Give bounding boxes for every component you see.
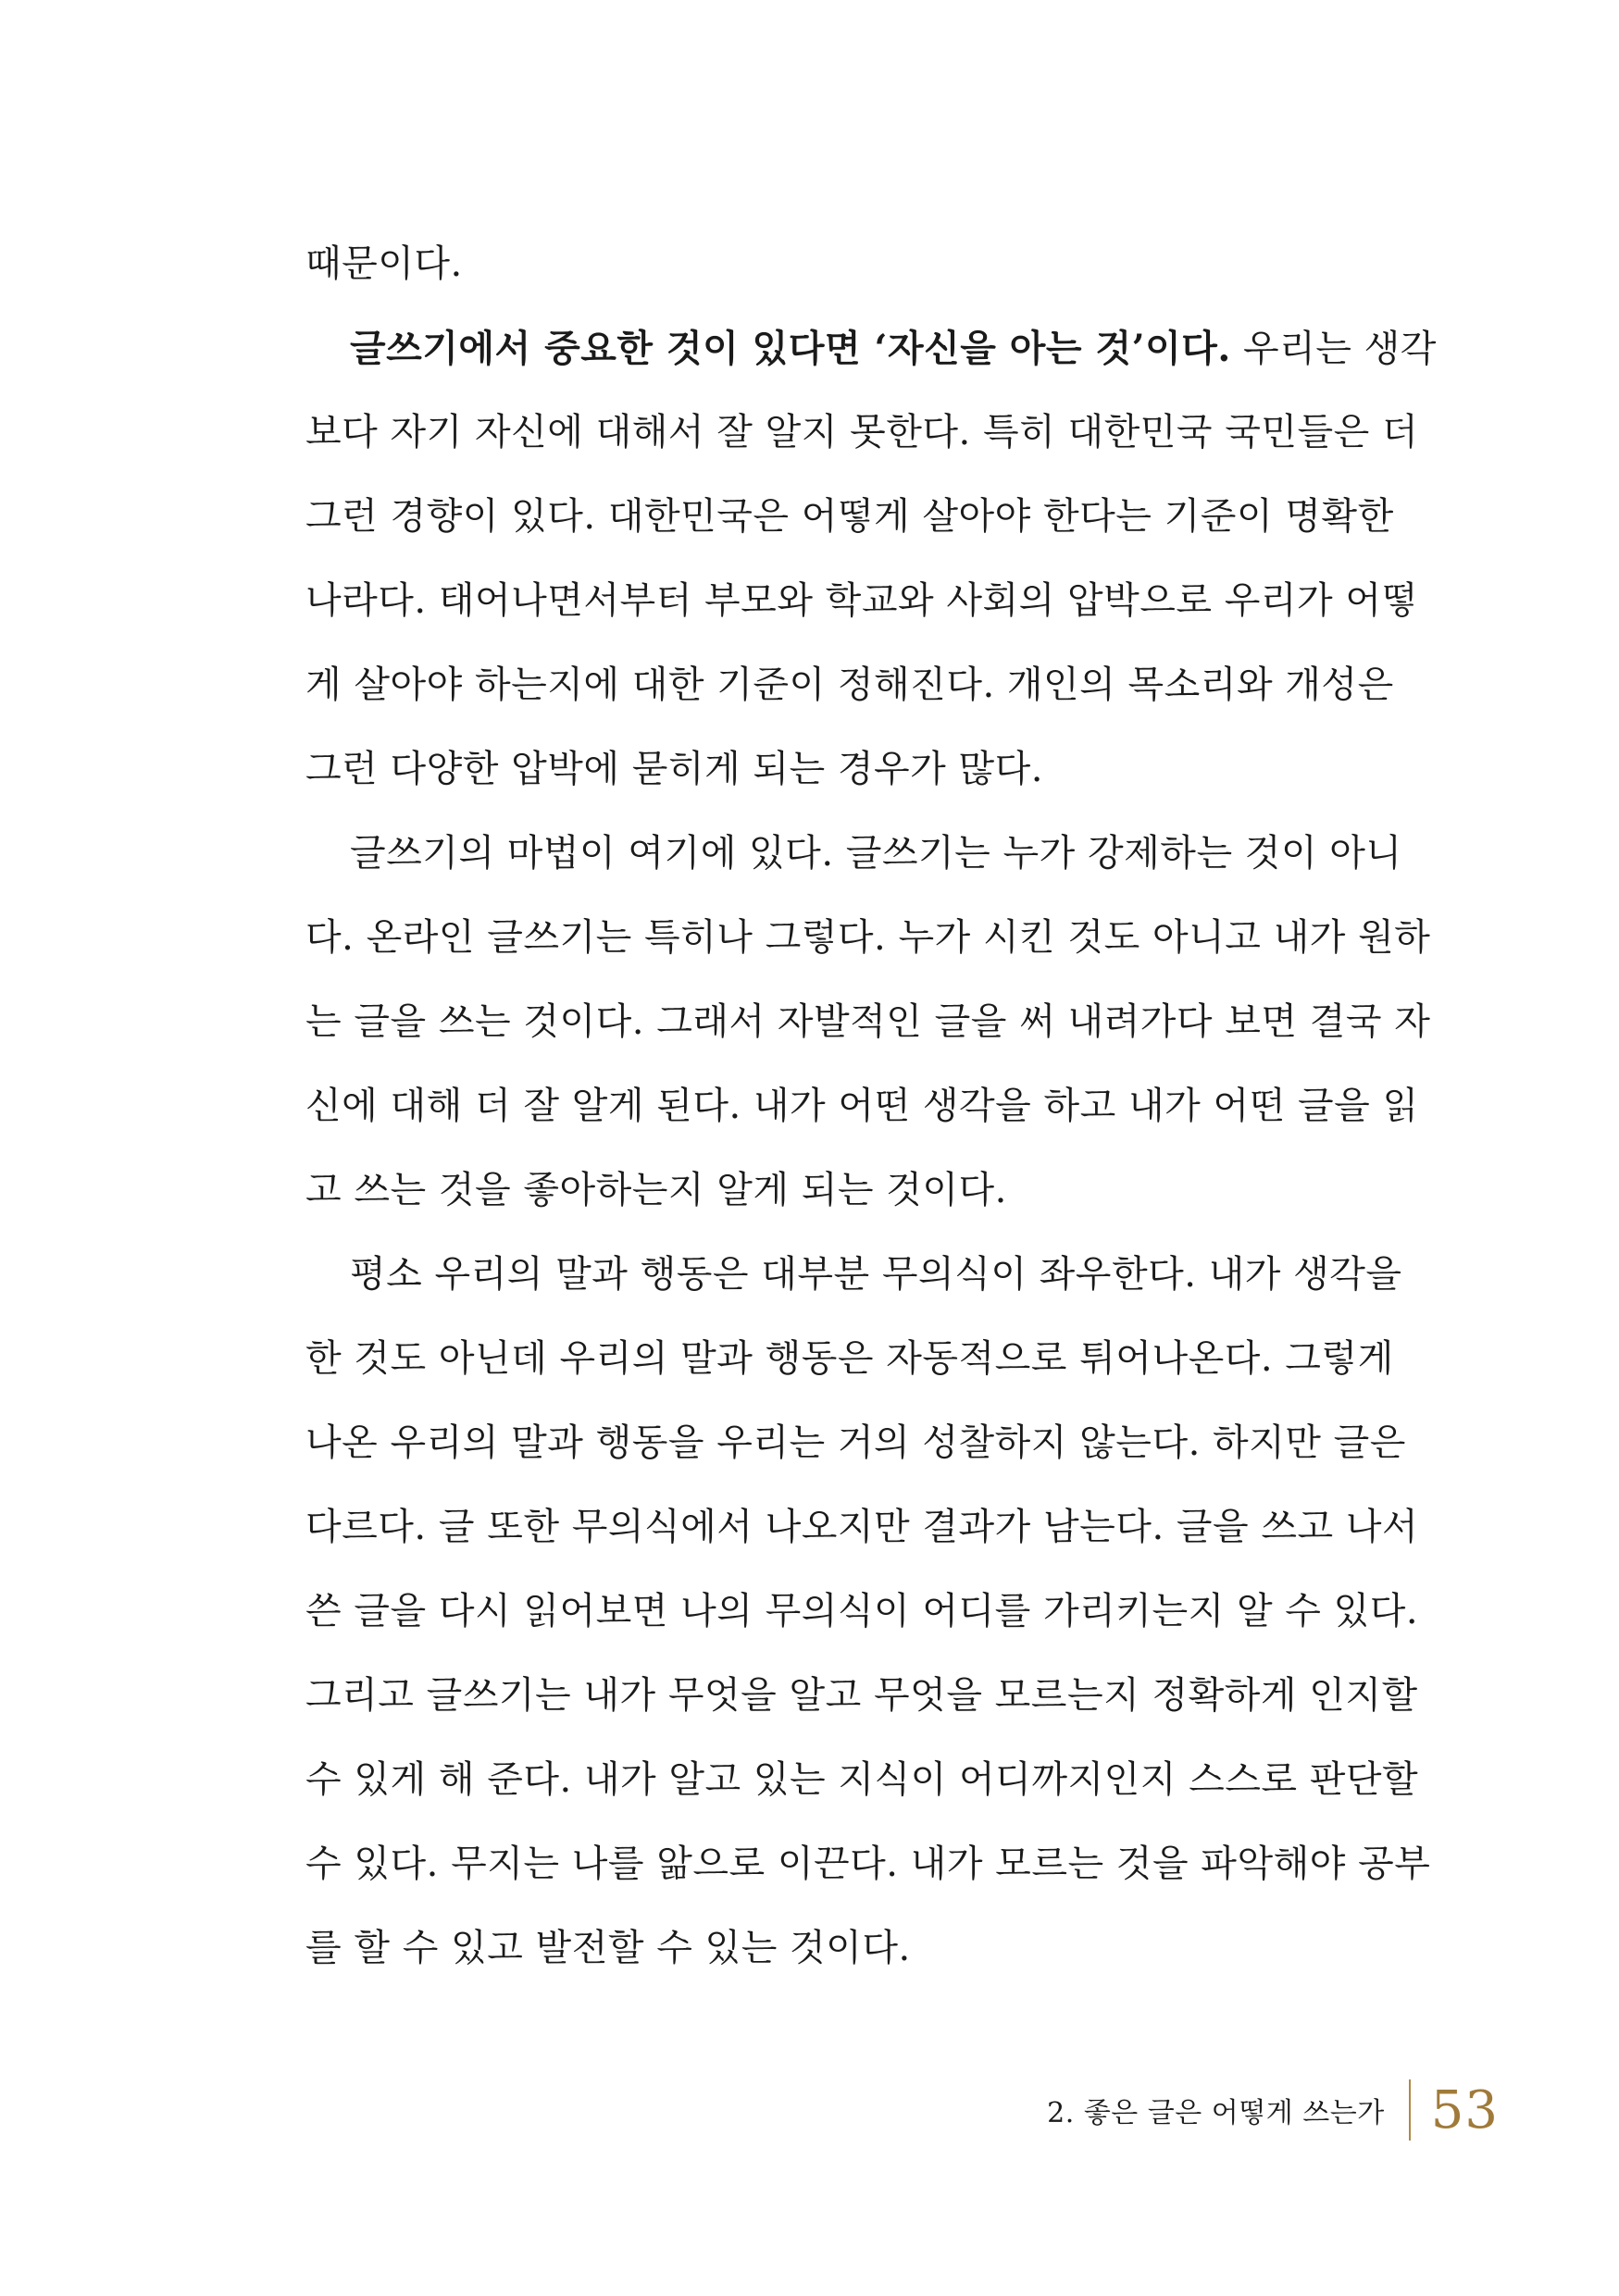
text-line: 다르다. 글 또한 무의식에서 나오지만 결과가 남는다. 글을 쓰고 나서	[305, 1506, 1419, 1548]
text-line: 는 글을 쓰는 것이다. 그래서 자발적인 글을 써 내려가다 보면 결국 자	[305, 1000, 1431, 1043]
chapter-title: 2. 좋은 글은 어떻게 쓰는가	[1047, 2097, 1385, 2129]
page-footer	[1047, 2073, 1499, 2147]
text-line: 나온 우리의 말과 행동을 우리는 거의 성찰하지 않는다. 하지만 글은	[305, 1421, 1406, 1464]
page-number: 53	[1430, 2079, 1499, 2141]
text-line	[305, 306, 1437, 391]
text-line: 다. 온라인 글쓰기는 특히나 그렇다. 누가 시킨 것도 아니고 내가 원하	[305, 916, 1431, 959]
text-line: 쓴 글을 다시 읽어보면 나의 무의식이 어디를 가리키는지 알 수 있다.	[305, 1590, 1419, 1632]
text-line: 그리고 글쓰기는 내가 무엇을 알고 무엇을 모르는지 정확하게 인지할	[305, 1674, 1418, 1717]
text-line: 게 살아야 하는지에 대한 기준이 정해진다. 개인의 목소리와 개성은	[305, 664, 1394, 706]
text-line: 수 있다. 무지는 나를 앎으로 이끈다. 내가 모르는 것을 파악해야 공부	[305, 1843, 1431, 1885]
text-line: 때문이다.	[305, 242, 463, 285]
text-line: 나라다. 태어나면서부터 부모와 학교와 사회의 압박으로 우리가 어떻	[305, 579, 1418, 622]
text-line: 신에 대해 더 잘 알게 된다. 내가 어떤 생각을 하고 내가 어떤 글을 읽	[305, 1085, 1419, 1127]
text-line: 한 것도 아닌데 우리의 말과 행동은 자동적으로 튀어나온다. 그렇게	[305, 1337, 1394, 1380]
text-line: 그런 다양한 압박에 묻히게 되는 경우가 많다.	[305, 748, 1044, 790]
text-line: 고 쓰는 것을 좋아하는지 알게 되는 것이다.	[305, 1169, 1007, 1211]
emphasis-sentence: 글쓰기에서 중요한 것이 있다면 ‘자신을 아는 것’이다.	[350, 327, 1231, 370]
text-line: 글쓰기의 마법이 여기에 있다. 글쓰기는 누가 강제하는 것이 아니	[350, 832, 1402, 875]
text-span: 우리는 생각	[1230, 328, 1437, 370]
text-line: 그런 경향이 있다. 대한민국은 어떻게 살아야 한다는 기준이 명확한	[305, 495, 1394, 538]
text-line: 수 있게 해 준다. 내가 알고 있는 지식이 어디까지인지 스스로 판단할	[305, 1758, 1419, 1801]
body-text	[305, 222, 1437, 1991]
text-line: 평소 우리의 말과 행동은 대부분 무의식이 좌우한다. 내가 생각을	[350, 1253, 1402, 1296]
text-line: 보다 자기 자신에 대해서 잘 알지 못한다. 특히 대한민국 국민들은 더	[305, 411, 1419, 453]
footer-divider	[1409, 2079, 1411, 2141]
text-line: 를 할 수 있고 발전할 수 있는 것이다.	[305, 1927, 911, 1969]
